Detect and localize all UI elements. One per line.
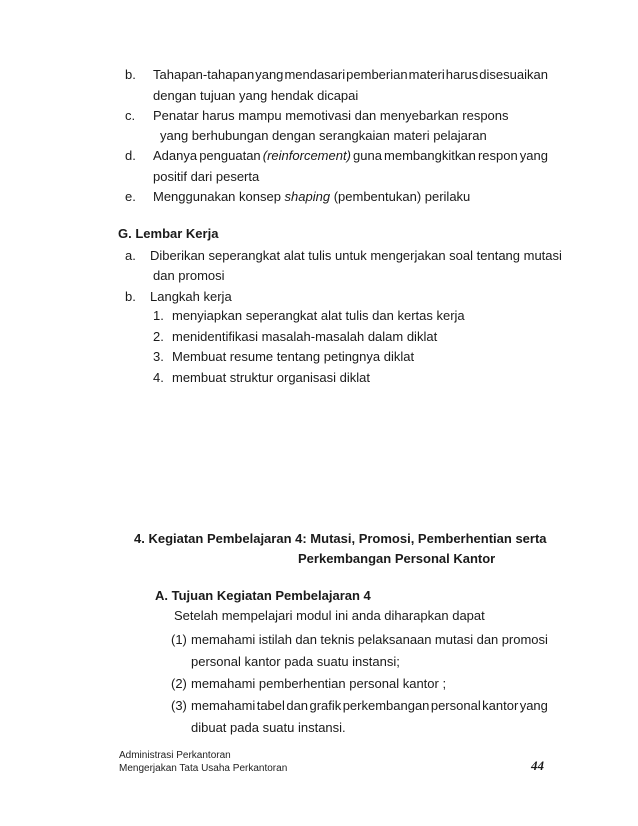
step-3-num: 3.	[153, 349, 164, 364]
step-1-num: 1.	[153, 308, 164, 323]
step-1-text: menyiapkan seperangkat alat tulis dan kertas kerja	[172, 308, 465, 323]
step-2-text: menidentifikasi masalah-masalah dalam diklat	[172, 329, 438, 344]
word: kantor	[482, 698, 519, 713]
word: membangkitkan	[384, 148, 476, 163]
word: mendasari	[284, 67, 346, 82]
word: promosi	[501, 632, 548, 647]
kegiatan-title-line2: Perkembangan Personal Kantor	[298, 551, 496, 566]
list-b-line2: dengan tujuan yang hendak dicapai	[153, 88, 359, 103]
word: tabel	[256, 698, 285, 713]
item-1-line1	[191, 632, 548, 648]
word: yang	[519, 148, 548, 163]
word: yang	[519, 698, 548, 713]
footer	[119, 749, 287, 775]
page-number: 44	[531, 758, 544, 773]
g-a-line1: Diberikan seperangkat alat tulis untuk mengerjakan soal tentang mutasi	[150, 248, 562, 263]
word: dan	[476, 632, 499, 647]
word: yang	[255, 67, 284, 82]
step-3-text: Membuat resume tentang petingnya diklat	[172, 349, 415, 364]
word: perkembangan	[342, 698, 430, 713]
tujuan-heading: A. Tujuan Kegiatan Pembelajaran 4	[155, 588, 371, 603]
word: grafik	[309, 698, 342, 713]
word: guna	[353, 148, 382, 163]
word: personal	[430, 698, 481, 713]
word: mutasi	[434, 632, 474, 647]
list-e-text	[153, 189, 470, 205]
section-g-heading: G. Lembar Kerja	[118, 226, 219, 241]
word: Tahapan-tahapan	[153, 67, 255, 82]
word: (reinforcement)	[262, 148, 351, 163]
word: memahami	[191, 698, 256, 713]
list-d-line2: positif dari peserta	[153, 169, 260, 184]
word: penguatan	[199, 148, 261, 163]
word: harus	[445, 67, 479, 82]
word: materi	[408, 67, 445, 82]
footer-line2: Mengerjakan Tata Usaha Perkantoran	[119, 763, 288, 774]
step-4-text: membuat struktur organisasi diklat	[172, 370, 370, 385]
step-2-num: 2.	[153, 329, 164, 344]
word: Adanya	[153, 148, 198, 163]
g-b-marker: b.	[125, 289, 136, 304]
list-d-line1	[153, 148, 548, 164]
word: dan	[286, 698, 309, 713]
list-e-italic: shaping	[284, 189, 331, 204]
word: disesuaikan	[479, 67, 548, 82]
footer-line1: Administrasi Perkantoran	[119, 750, 231, 761]
word: memahami	[191, 632, 256, 647]
word: respon	[477, 148, 518, 163]
tujuan-intro: Setelah mempelajari modul ini anda diharapkan dapat	[174, 608, 485, 623]
list-d-marker: d.	[125, 148, 136, 163]
g-b-text: Langkah kerja	[150, 289, 232, 304]
list-e-post: (pembentukan) perilaku	[330, 189, 471, 204]
kegiatan-title-line1: 4. Kegiatan Pembelajaran 4: Mutasi, Promosi, Pemberhentian serta	[134, 531, 547, 546]
list-c-line2: yang berhubungan dengan serangkaian materi pelajaran	[160, 128, 487, 143]
word: dan	[295, 632, 318, 647]
list-b-marker: b.	[125, 67, 136, 82]
word: teknis	[320, 632, 355, 647]
list-c-line1: Penatar harus mampu memotivasi dan menyebarkan respons	[153, 108, 509, 123]
word: istilah	[258, 632, 292, 647]
item-2-line1: memahami pemberhentian personal kantor ;	[191, 676, 447, 691]
list-e-pre: Menggunakan konsep	[153, 189, 285, 204]
item-3-num: (3)	[171, 698, 187, 713]
item-1-line2: personal kantor pada suatu instansi;	[191, 654, 400, 669]
g-a-line2: dan promosi	[153, 268, 225, 283]
item-3-line2: dibuat pada suatu instansi.	[191, 720, 346, 735]
item-3-line1	[191, 698, 548, 714]
word: pemberian	[346, 67, 408, 82]
g-a-marker: a.	[125, 248, 136, 263]
item-2-num: (2)	[171, 676, 187, 691]
item-1-num: (1)	[171, 632, 187, 647]
list-c-marker: c.	[125, 108, 136, 123]
list-e-marker: e.	[125, 189, 136, 204]
list-b-line1	[153, 67, 548, 83]
word: pelaksanaan	[357, 632, 432, 647]
step-4-num: 4.	[153, 370, 164, 385]
